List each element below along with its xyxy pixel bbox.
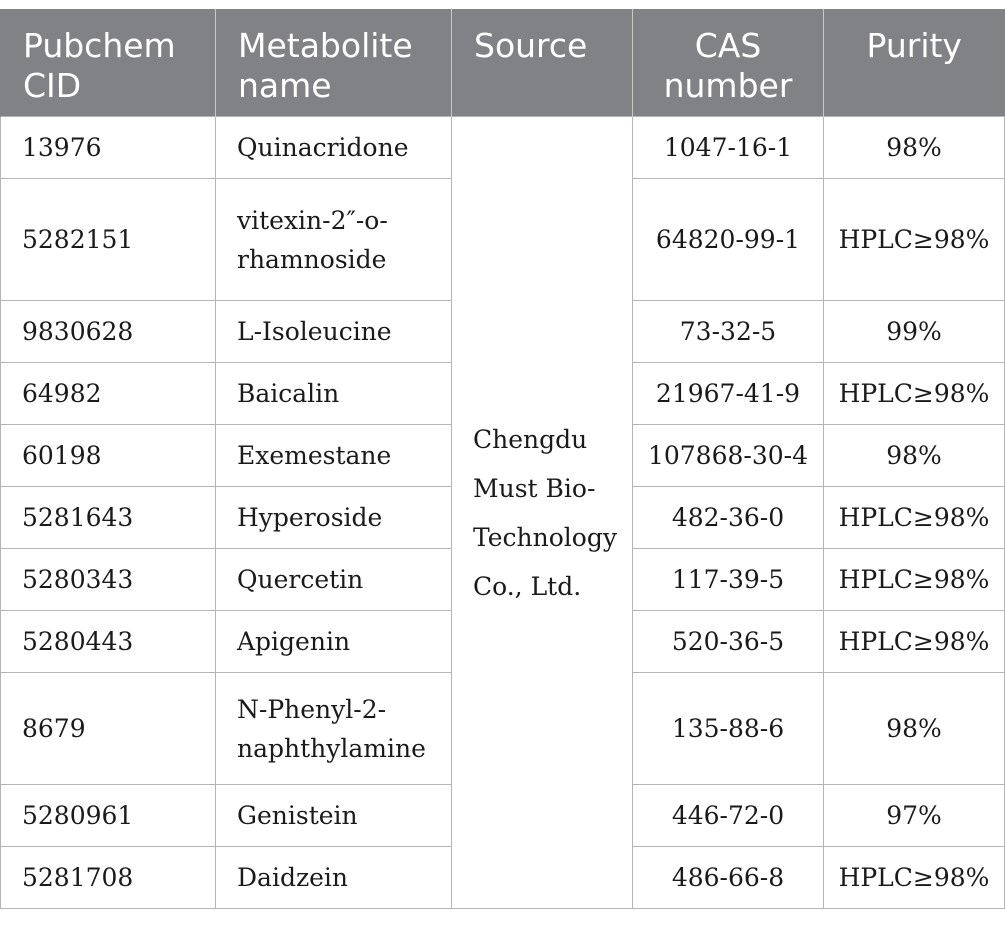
header-metabolite-name: Metabolite name — [216, 9, 452, 117]
cell-cid: 9830628 — [1, 301, 216, 363]
cell-purity: 97% — [824, 785, 1005, 847]
cell-purity: HPLC≥98% — [824, 487, 1005, 549]
cell-name: Baicalin — [216, 363, 452, 425]
cell-cas: 446-72-0 — [633, 785, 824, 847]
cell-cas: 107868-30-4 — [633, 425, 824, 487]
cell-name: Hyperoside — [216, 487, 452, 549]
cell-purity: 98% — [824, 673, 1005, 785]
cell-name: L-Isoleucine — [216, 301, 452, 363]
cell-name: vitexin-2″-o-rhamnoside — [216, 179, 452, 301]
header-purity: Purity — [824, 9, 1005, 117]
cell-purity: 99% — [824, 301, 1005, 363]
cell-cas: 21967-41-9 — [633, 363, 824, 425]
metabolite-table — [0, 9, 1005, 909]
cell-cid: 60198 — [1, 425, 216, 487]
cell-cas: 486-66-8 — [633, 847, 824, 909]
cell-name: N-Phenyl-2-naphthylamine — [216, 673, 452, 785]
cell-cid: 64982 — [1, 363, 216, 425]
cell-source: Chengdu Must Bio-Technology Co., Ltd. — [452, 117, 633, 909]
header-row — [1, 9, 1005, 117]
header-cas-number: CAS number — [633, 9, 824, 117]
cell-cid: 5280961 — [1, 785, 216, 847]
cell-cas: 64820-99-1 — [633, 179, 824, 301]
cell-cid: 5281708 — [1, 847, 216, 909]
cell-cid: 5280343 — [1, 549, 216, 611]
cell-name: Genistein — [216, 785, 452, 847]
cell-cid: 8679 — [1, 673, 216, 785]
cell-purity: HPLC≥98% — [824, 363, 1005, 425]
cell-name: Apigenin — [216, 611, 452, 673]
cell-cas: 482-36-0 — [633, 487, 824, 549]
cell-cid: 13976 — [1, 117, 216, 179]
cell-cas: 1047-16-1 — [633, 117, 824, 179]
cell-purity: 98% — [824, 425, 1005, 487]
cell-cid: 5281643 — [1, 487, 216, 549]
cell-purity: HPLC≥98% — [824, 847, 1005, 909]
cell-purity: HPLC≥98% — [824, 611, 1005, 673]
cell-purity: 98% — [824, 117, 1005, 179]
cell-name: Exemestane — [216, 425, 452, 487]
header-source: Source — [452, 9, 633, 117]
cell-name: Daidzein — [216, 847, 452, 909]
cell-cid: 5280443 — [1, 611, 216, 673]
table-row — [1, 117, 1005, 179]
cell-name: Quinacridone — [216, 117, 452, 179]
cell-purity: HPLC≥98% — [824, 179, 1005, 301]
cell-name: Quercetin — [216, 549, 452, 611]
header-pubchem-cid: Pubchem CID — [1, 9, 216, 117]
cell-cas: 117-39-5 — [633, 549, 824, 611]
cell-cid: 5282151 — [1, 179, 216, 301]
cell-cas: 73-32-5 — [633, 301, 824, 363]
cell-purity: HPLC≥98% — [824, 549, 1005, 611]
cell-cas: 135-88-6 — [633, 673, 824, 785]
cell-cas: 520-36-5 — [633, 611, 824, 673]
